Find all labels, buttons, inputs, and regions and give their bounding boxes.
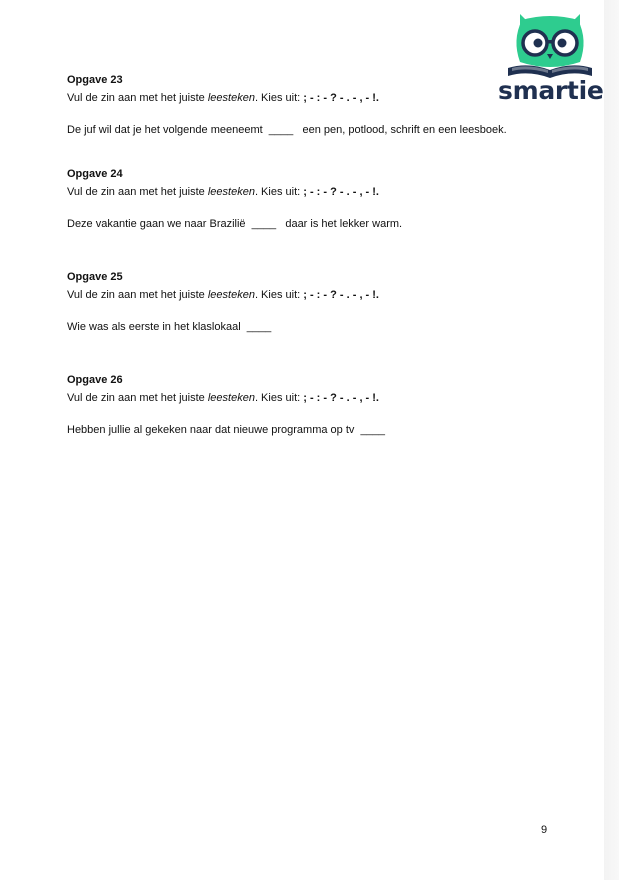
owl-icon bbox=[498, 10, 602, 80]
instruction-emphasis: leesteken bbox=[207, 186, 255, 198]
exercise-sentence bbox=[67, 423, 385, 438]
answer-blank: ____ bbox=[268, 124, 294, 136]
instruction-options: ; - : - ? - . - , - !. bbox=[303, 289, 379, 301]
instruction-text: . Kies uit: bbox=[254, 289, 304, 301]
instruction-text: . Kies uit: bbox=[254, 392, 304, 404]
exercise-26 bbox=[67, 373, 385, 438]
exercise-25 bbox=[67, 270, 379, 335]
exercise-title: Opgave 23 bbox=[67, 74, 123, 86]
instruction-text: Vul de zin aan met het juiste bbox=[67, 392, 208, 404]
instruction-text: . Kies uit: bbox=[254, 92, 304, 104]
exercise-title: Opgave 26 bbox=[67, 374, 123, 386]
instruction-emphasis: leesteken bbox=[207, 92, 255, 104]
instruction-options: ; - : - ? - . - , - !. bbox=[303, 92, 379, 104]
exercise-title: Opgave 24 bbox=[67, 168, 123, 180]
exercise-sentence bbox=[67, 217, 402, 232]
sentence-part: Deze vakantie gaan we naar Brazilië bbox=[67, 218, 246, 230]
page-edge-shadow bbox=[604, 0, 619, 880]
smartie-logo bbox=[498, 10, 602, 106]
exercise-instruction bbox=[67, 288, 379, 303]
exercise-sentence bbox=[67, 320, 379, 335]
answer-blank: ____ bbox=[246, 321, 272, 333]
sentence-part: Hebben jullie al gekeken naar dat nieuwe programma op tv bbox=[67, 424, 355, 436]
exercise-instruction bbox=[67, 185, 402, 200]
page-number: 9 bbox=[541, 824, 548, 836]
instruction-text: Vul de zin aan met het juiste bbox=[67, 289, 208, 301]
instruction-options: ; - : - ? - . - , - !. bbox=[303, 186, 379, 198]
exercise-sentence bbox=[67, 123, 507, 138]
sentence-part: een pen, potlood, schrift en een leesboek. bbox=[302, 124, 507, 136]
instruction-text: Vul de zin aan met het juiste bbox=[67, 186, 208, 198]
sentence-part: De juf wil dat je het volgende meeneemt bbox=[67, 124, 263, 136]
exercise-instruction bbox=[67, 391, 385, 406]
sentence-part: daar is het lekker warm. bbox=[285, 218, 403, 230]
instruction-options: ; - : - ? - . - , - !. bbox=[303, 392, 379, 404]
sentence-part: Wie was als eerste in het klaslokaal bbox=[67, 321, 241, 333]
instruction-text: Vul de zin aan met het juiste bbox=[67, 92, 208, 104]
exercise-23 bbox=[67, 73, 507, 138]
exercise-title: Opgave 25 bbox=[67, 271, 123, 283]
instruction-emphasis: leesteken bbox=[207, 289, 255, 301]
instruction-text: . Kies uit: bbox=[254, 186, 304, 198]
exercise-instruction bbox=[67, 91, 507, 106]
logo-wordmark: smartie bbox=[498, 76, 604, 105]
answer-blank: ____ bbox=[251, 218, 277, 230]
instruction-emphasis: leesteken bbox=[207, 392, 255, 404]
exercise-24 bbox=[67, 167, 402, 232]
answer-blank: ____ bbox=[360, 424, 386, 436]
